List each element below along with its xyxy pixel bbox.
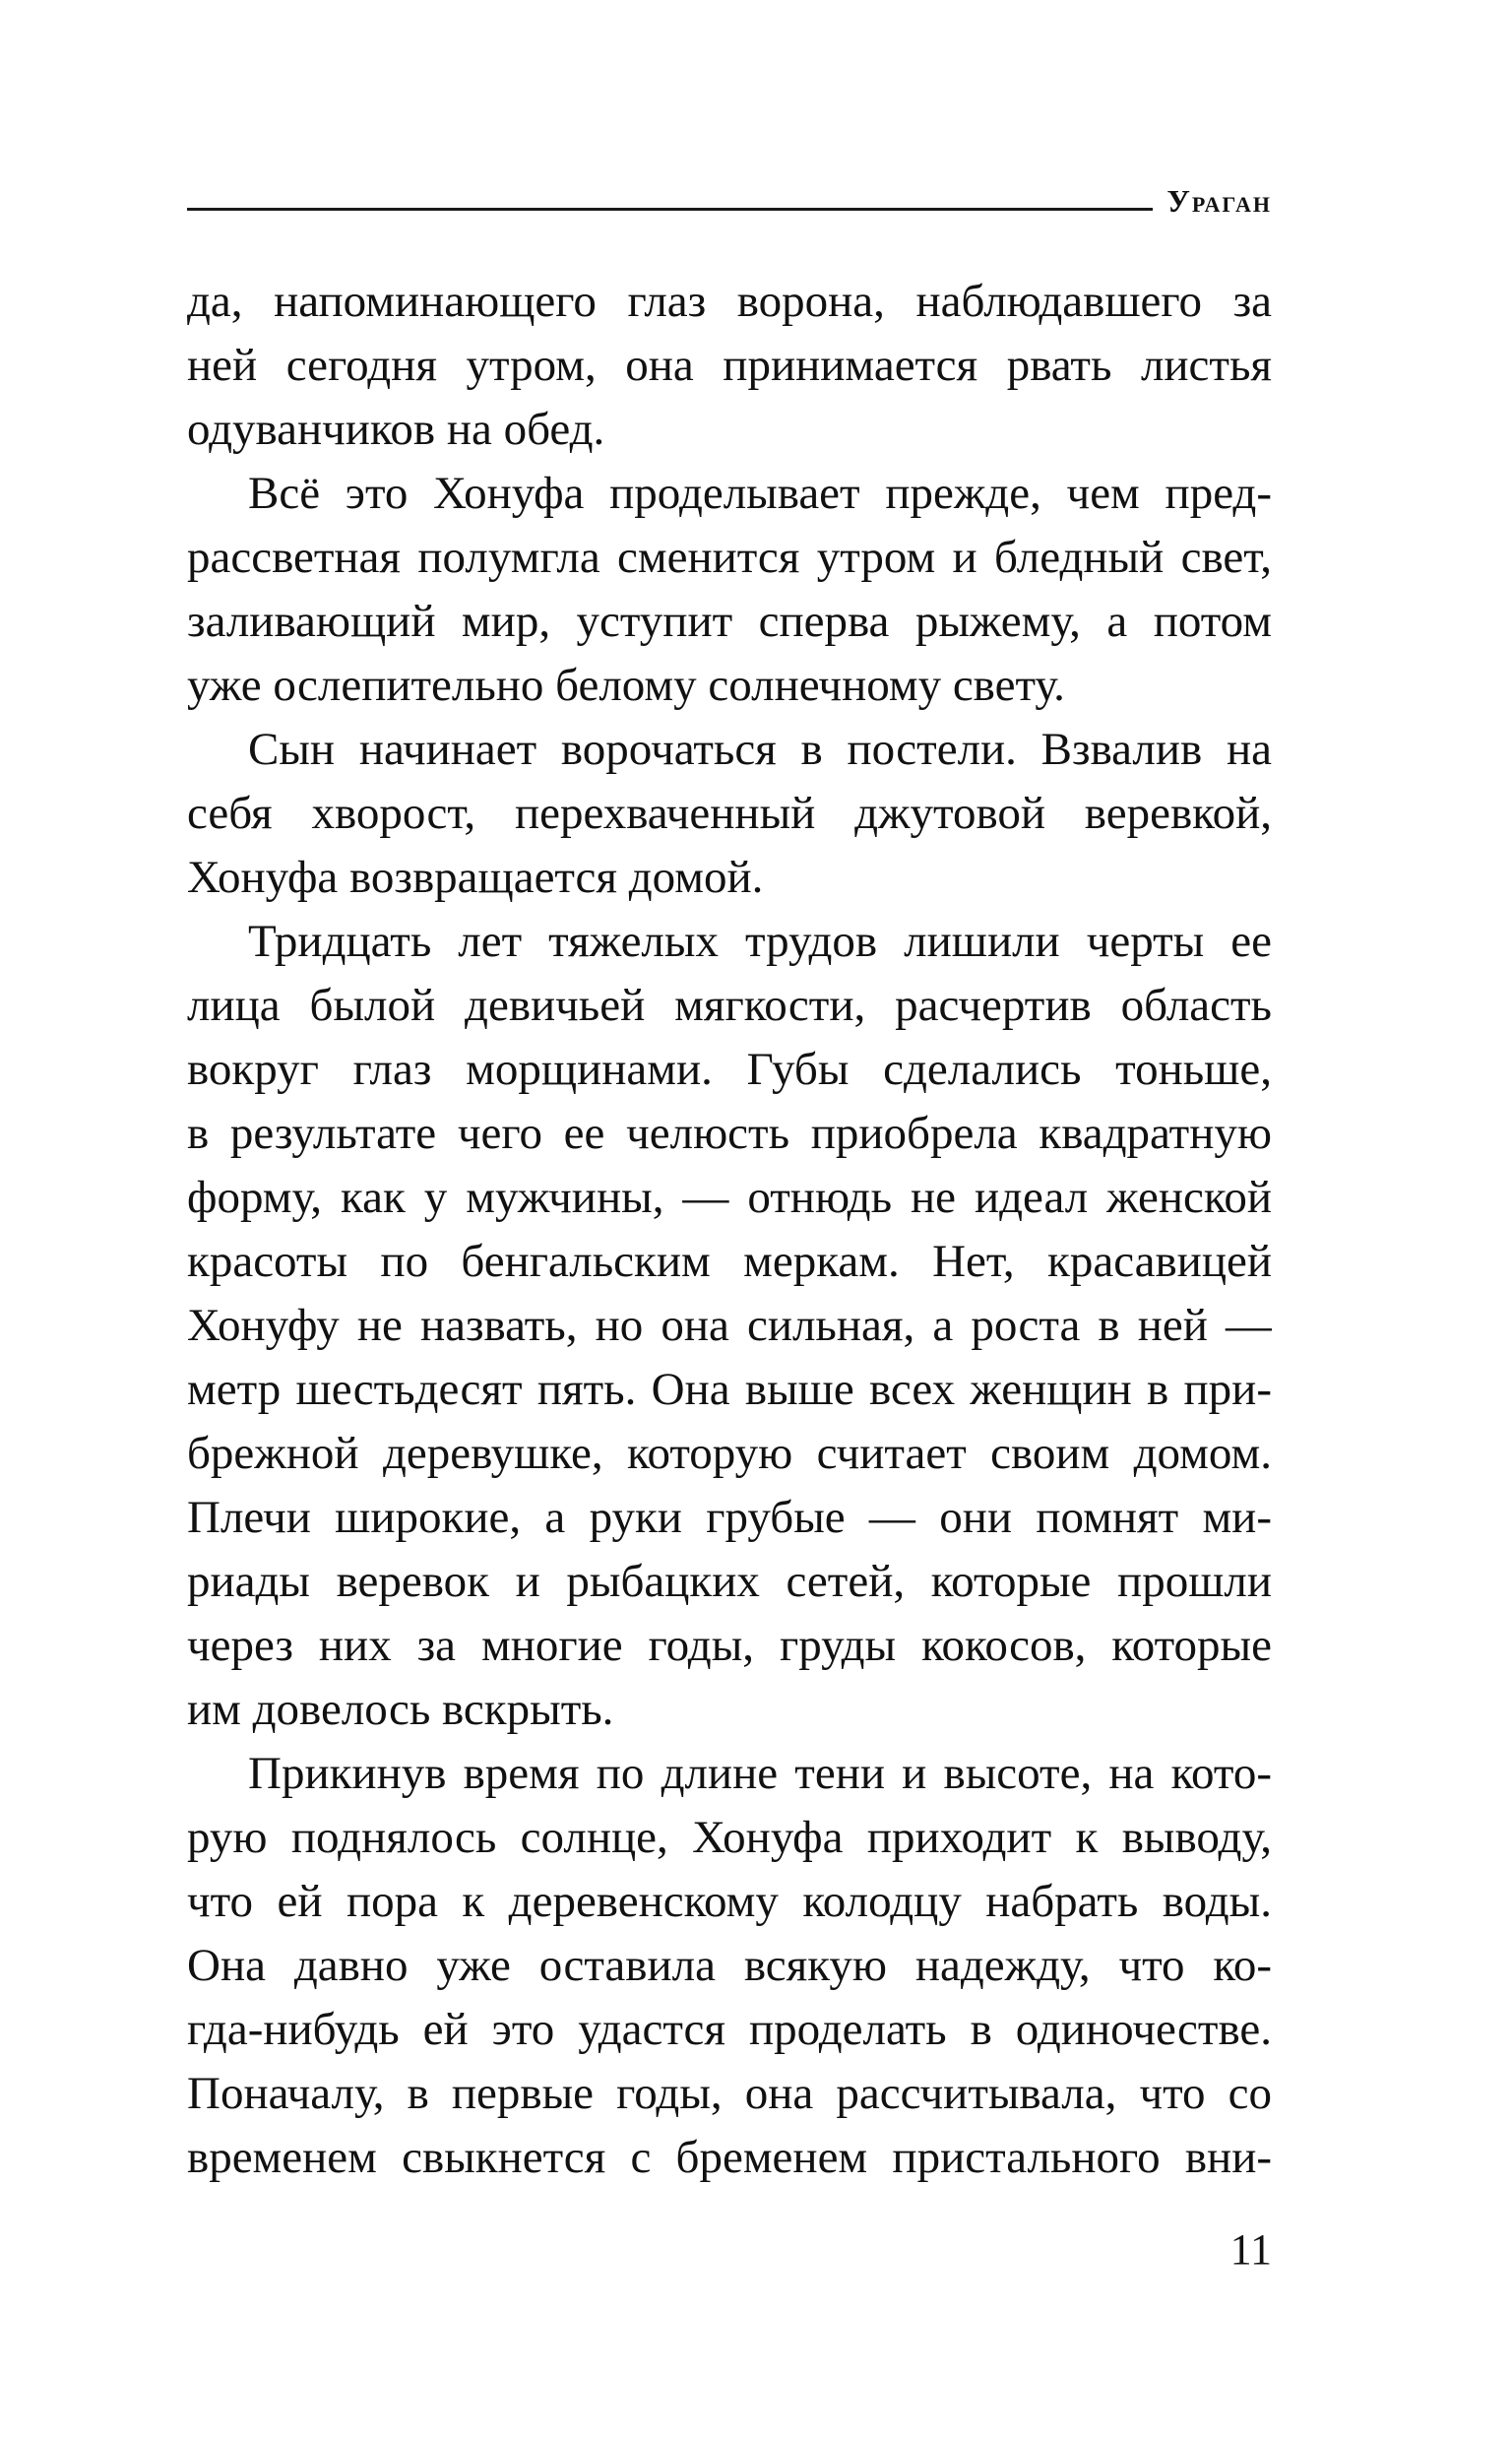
text-line: что ей пора к деревенскому колодцу набрать воды. bbox=[187, 1876, 1272, 1927]
text-line: метр шестьдесят пять. Она выше всех женщин в при- bbox=[187, 1364, 1272, 1415]
text-line: ней сегодня утром, она принимается рвать листья bbox=[187, 340, 1272, 391]
text-line: брежной деревушке, которую считает своим домом. bbox=[187, 1428, 1272, 1479]
text-line: рую поднялось солнце, Хонуфа приходит к выводу, bbox=[187, 1812, 1272, 1863]
text-line: Поначалу, в первые годы, она рассчитывала, что со bbox=[187, 2068, 1272, 2119]
text-line: красоты по бенгальским меркам. Нет, красавицей bbox=[187, 1236, 1272, 1287]
running-header bbox=[187, 177, 1272, 217]
text-line: Сын начинает ворочаться в постели. Взвалив на bbox=[248, 724, 1272, 775]
text-line: вокруг глаз морщинами. Губы сделались тоньше, bbox=[187, 1044, 1272, 1095]
header-rule bbox=[187, 208, 1153, 211]
text-line: одуванчиков на обед. bbox=[187, 404, 605, 455]
text-line: через них за многие годы, груды кокосов, которые bbox=[187, 1620, 1272, 1671]
text-line: Плечи широкие, а руки грубые — они помнят ми- bbox=[187, 1492, 1272, 1543]
text-line: Хонуфа возвращается домой. bbox=[187, 852, 764, 903]
text-line: себя хворост, перехваченный джутовой веревкой, bbox=[187, 788, 1272, 839]
chapter-title: Ураган bbox=[1166, 183, 1272, 219]
text-line: форму, как у мужчины, — отнюдь не идеал женской bbox=[187, 1172, 1272, 1223]
text-line: лица былой девичьей мягкости, расчертив область bbox=[187, 980, 1272, 1031]
text-line: уже ослепительно белому солнечному свету. bbox=[187, 660, 1065, 711]
text-line: заливающий мир, уступит сперва рыжему, а потом bbox=[187, 596, 1272, 647]
text-line: рассветная полумгла сменится утром и бледный свет, bbox=[187, 532, 1272, 583]
text-line: им довелось вскрыть. bbox=[187, 1684, 614, 1735]
text-line: риады веревок и рыбацких сетей, которые прошли bbox=[187, 1556, 1272, 1607]
text-line: Прикинув время по длине тени и высоте, на кото- bbox=[248, 1748, 1272, 1799]
text-line: Тридцать лет тяжелых трудов лишили черты ее bbox=[248, 916, 1272, 967]
text-line: гда-нибудь ей это удастся проделать в одиночестве. bbox=[187, 2004, 1272, 2055]
text-line: да, напоминающего глаз ворона, наблюдавшего за bbox=[187, 276, 1272, 327]
body-text bbox=[187, 270, 1272, 2190]
text-line: Всё это Хонуфа проделывает прежде, чем пред- bbox=[248, 468, 1272, 519]
text-line: в результате чего ее челюсть приобрела квадратную bbox=[187, 1108, 1272, 1159]
text-line: временем свыкнется с бременем пристального вни- bbox=[187, 2132, 1272, 2183]
page-number: 11 bbox=[1229, 2225, 1272, 2274]
text-line: Хонуфу не назвать, но она сильная, а роста в ней — bbox=[187, 1300, 1272, 1351]
text-line: Она давно уже оставила всякую надежду, что ко- bbox=[187, 1940, 1272, 1991]
